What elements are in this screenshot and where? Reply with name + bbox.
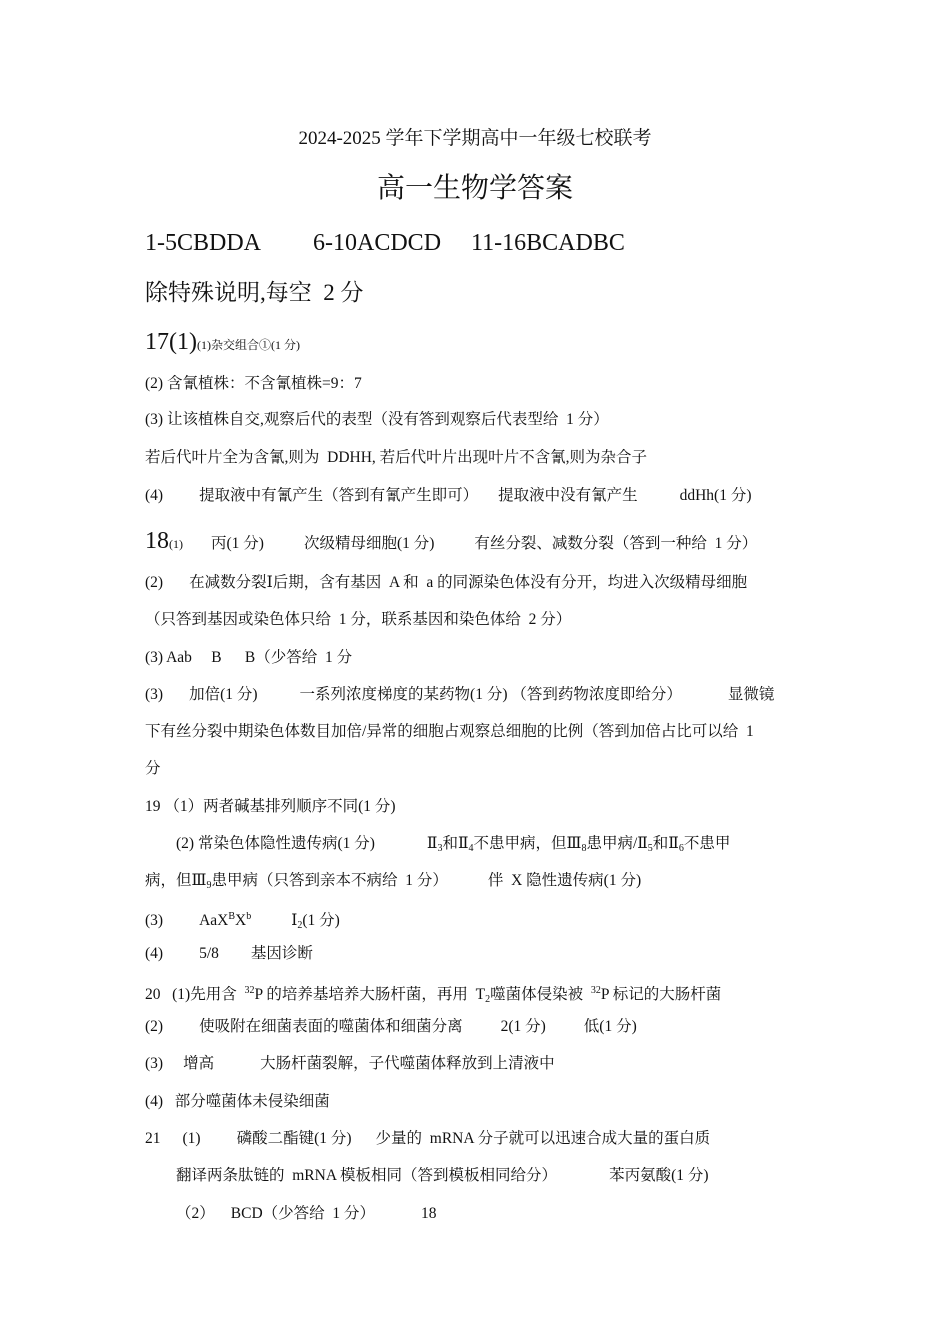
q20-text-d: P 标记的大肠杆菌 (600, 986, 722, 1003)
q19-part-4-answer-a: 5/8 (199, 945, 219, 962)
q19-text-not-affected-2: 不患甲 (683, 835, 731, 852)
q21-part-1-continued (176, 1166, 709, 1186)
q20-part-3-answer-a: 增高 (183, 1055, 215, 1072)
choice-answers-1-5: 1-5CBDDA (145, 230, 262, 256)
q20-part-2-answer-b: 2(1 分) (500, 1018, 546, 1035)
q19-part-1: 19 （1）两者碱基排列顺序不同(1 分) (145, 798, 396, 815)
q19-roman-1: Ⅰ (291, 912, 298, 929)
q19-part-3-score: (1 分) (302, 912, 340, 929)
q17-part-4 (145, 486, 752, 506)
q17-part-3: (3) 让该植株自交,观察后代的表型（没有答到观察后代表型给 1 分） (145, 411, 609, 428)
q21-part-1 (145, 1129, 710, 1149)
q20-sub-2: 2 (485, 994, 491, 1005)
q19-sub-5: 5 (647, 843, 653, 854)
q18-number: 18 (145, 528, 169, 554)
q18-part-4 (145, 685, 774, 705)
exam-title: 2024-2025 学年下学期高中一年级七校联考 (298, 128, 652, 149)
q17-number: 17(1) (145, 329, 197, 355)
q18-part-1-answer-c: 有丝分裂、减数分裂（答到一种给 1 分） (474, 535, 758, 552)
q17-part-4-answer-c: ddHh(1 分) (679, 487, 752, 504)
q18-part-2-label: (2) (145, 574, 164, 591)
q20-text-c: 噬菌体侵染被 (490, 986, 591, 1003)
q19-part-3-label: (3) (145, 912, 164, 929)
q20-part-1 (145, 981, 721, 1010)
choice-answers-11-16: 11-16BCADBC (471, 230, 625, 256)
q19-sup-b-upper: B (228, 911, 236, 922)
q17-part-3-continued: 若后代叶片全为含氰,则为 DDHH, 若后代叶片出现叶片不含氰,则为杂合子 (145, 449, 648, 466)
q21-part-2-label: （2） (176, 1205, 215, 1222)
q19-text-and-ii: 和Ⅱ (442, 835, 469, 852)
q19-text-not-affected: 不患甲病，但Ⅲ (473, 835, 582, 852)
q18-part-4-label: (3) (145, 686, 164, 703)
q19-sub-4: 4 (468, 843, 474, 854)
q17-part-4-label: (4) (145, 487, 164, 504)
q18-part-3: (3) Aab B B（少答给 1 分 (145, 649, 353, 666)
q19-genotype-x: X (235, 912, 247, 929)
q19-part-2-continued (145, 871, 641, 896)
q19-part-4-label: (4) (145, 945, 164, 962)
q19-sub-2: 2 (297, 920, 303, 931)
q20-sup-32-b: 32 (590, 985, 601, 996)
q20-part-3 (145, 1054, 555, 1074)
q20-part-2 (145, 1017, 637, 1037)
q18-part-2-answer: 在减数分裂Ⅰ后期，含有基因 A 和 a 的同源染色体没有分开，均进入次级精母细胞 (189, 574, 748, 591)
choice-answers-6-10: 6-10ACDCD (313, 230, 442, 256)
q19-sub-8: 8 (581, 843, 587, 854)
q21-part-1-answer-d: 苯丙氨酸(1 分) (609, 1167, 709, 1184)
q20-text-b: P 的培养基培养大肠杆菌，再用 T (254, 986, 486, 1003)
q18-part-4-answer-b: 一系列浓度梯度的某药物(1 分) （答到药物浓度即给分） (299, 686, 682, 703)
q18-part-4-answer-a: 加倍(1 分) (189, 686, 258, 703)
q19-text-affected-note: 患甲病（只答到亲本不病给 1 分） (211, 872, 448, 889)
q20-sup-32-a: 32 (244, 985, 255, 996)
q21-part-2-answer-b: 18 (421, 1205, 437, 1222)
q19-part-2 (176, 834, 730, 859)
q17-line-1 (145, 328, 300, 359)
q19-roman-2: Ⅱ (426, 835, 438, 852)
q19-text-but-iii: 病，但Ⅲ (145, 872, 207, 889)
q21-part-2-answer-a: BCD（少答给 1 分） (230, 1205, 376, 1222)
q19-part-2-answer-a: (2) 常染色体隐性遗传病(1 分) (176, 835, 375, 852)
q19-part-4 (145, 944, 313, 964)
q19-sub-9: 9 (206, 880, 212, 891)
q21-part-1-answer-a: 磷酸二酯键(1 分) (236, 1130, 352, 1147)
q18-part-1-answer-b: 次级精母细胞(1 分) (303, 535, 435, 552)
q21-part-1-answer-c: 翻译两条肽链的 mRNA 模板相同（答到模板相同给分） (176, 1167, 558, 1184)
q21-number: 21 (145, 1130, 161, 1147)
q19-sub-3: 3 (437, 843, 443, 854)
q17-part-4-answer-b: 提取液中没有氰产生 (498, 487, 638, 504)
q20-part-3-answer-b: 大肠杆菌裂解，子代噬菌体释放到上清液中 (260, 1055, 555, 1072)
q18-part-1-label: (1) (169, 537, 183, 551)
q18-line-1 (145, 526, 757, 559)
q18-part-2 (145, 573, 747, 593)
q18-part-2-note: （只答到基因或染色体只给 1 分，联系基因和染色体给 2 分） (145, 611, 572, 628)
q20-part-3-label: (3) (145, 1055, 164, 1072)
general-note: 除特殊说明,每空 2 分 (145, 280, 364, 305)
q19-sup-b-lower: b (246, 911, 252, 922)
q19-part-2-answer-c: 伴 X 隐性遗传病(1 分) (487, 872, 642, 889)
q20-part-2-answer-a: 使吸附在细菌表面的噬菌体和细菌分离 (199, 1018, 463, 1035)
subject-title: 高一生物学答案 (376, 173, 573, 204)
q20-text-a: 20 (1)先用含 (145, 986, 245, 1003)
q19-text-and-ii-2: 和Ⅱ (652, 835, 679, 852)
q21-part-1-label: (1) (182, 1130, 201, 1147)
q17-part-4-answer-a: 提取液中有氰产生（答到有氰产生即可） (199, 487, 479, 504)
q19-sub-6: 6 (678, 843, 684, 854)
q18-part-4-continued: 下有丝分裂中期染色体数目加倍/异常的细胞占观察总细胞的比例（答到加倍占比可以给 1 (145, 723, 754, 740)
q18-part-1-answer-a: 丙(1 分) (211, 535, 264, 552)
q21-part-1-answer-b: 少量的 mRNA 分子就可以迅速合成大量的蛋白质 (375, 1130, 711, 1147)
choice-answers (145, 228, 625, 258)
q20-part-4: (4) 部分噬菌体未侵染细菌 (145, 1093, 330, 1110)
q19-text-affected: 患甲病/Ⅱ (586, 835, 648, 852)
q21-part-2 (176, 1204, 437, 1224)
q17-part-2: (2) 含氰植株：不含氰植株=9：7 (145, 375, 362, 392)
q19-genotype-aax: AaX (199, 912, 229, 929)
q18-part-4-answer-c: 显微镜 (727, 686, 775, 703)
q18-part-4-end: 分 (145, 760, 161, 777)
q19-part-4-answer-b: 基因诊断 (250, 945, 313, 962)
q19-part-3 (145, 907, 340, 936)
q20-part-2-answer-c: 低(1 分) (583, 1018, 637, 1035)
q17-part-1: (1)杂交组合①(1 分) (196, 338, 300, 352)
q20-part-2-label: (2) (145, 1018, 164, 1035)
